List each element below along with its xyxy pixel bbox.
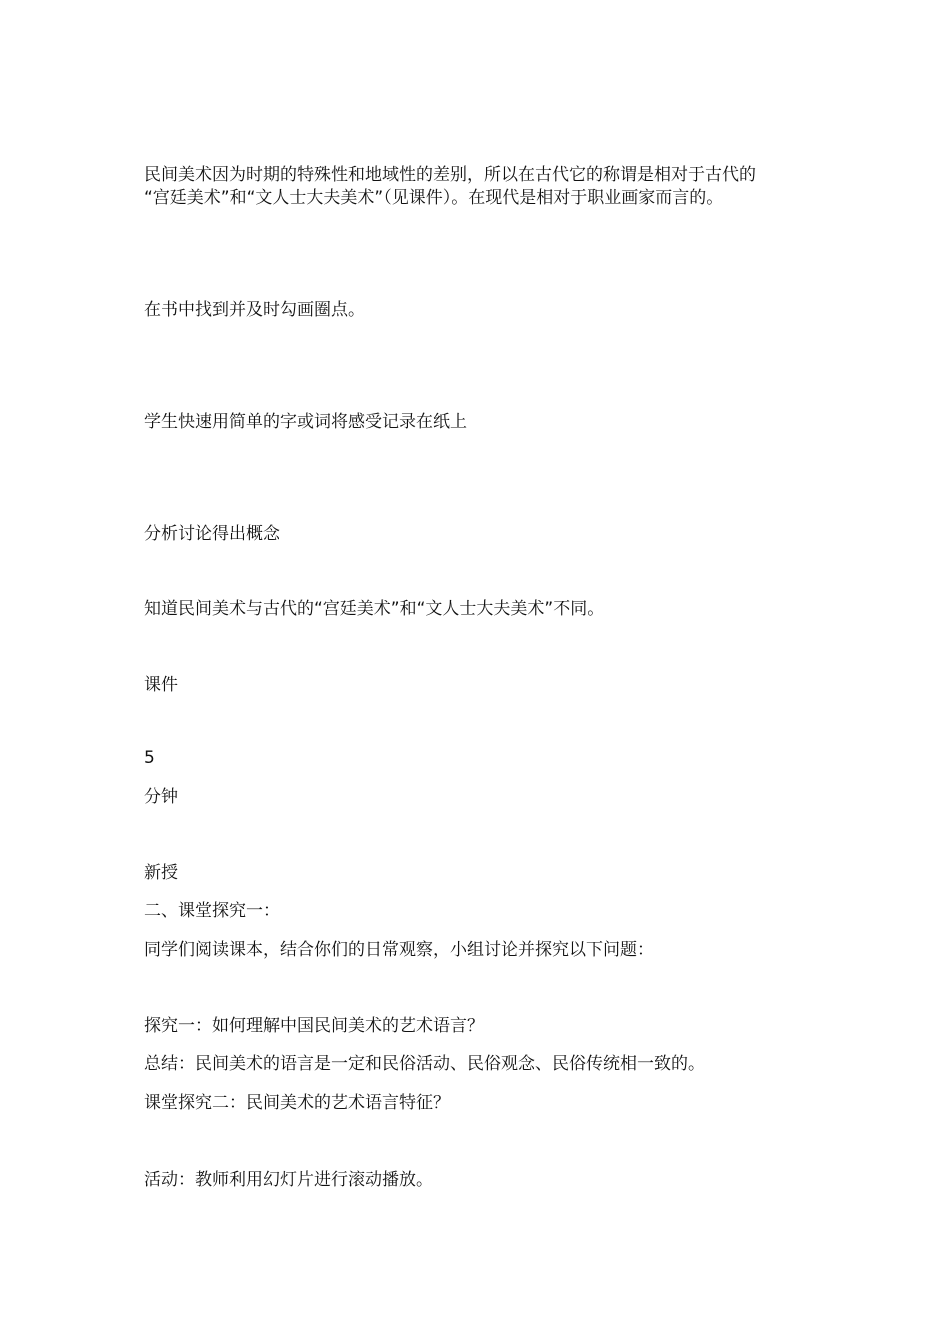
question-inquiry-one: 探究一：如何理解中国民间美术的艺术语言？ [144, 1016, 484, 1036]
duration-unit: 分钟 [144, 787, 178, 807]
question-inquiry-two: 课堂探究二：民间美术的艺术语言特征？ [144, 1093, 450, 1113]
instruction-find-in-book: 在书中找到并及时勾画圈点。 [144, 300, 365, 320]
duration-number: 5 [144, 748, 155, 768]
summary-folk-art-language: 总结：民间美术的语言是一定和民俗活动、民俗观念、民俗传统相一致的。 [144, 1054, 705, 1074]
label-courseware: 课件 [144, 675, 178, 695]
instruction-student-record: 学生快速用简单的字或词将感受记录在纸上 [144, 412, 467, 432]
instruction-reading: 同学们阅读课本，结合你们的日常观察，小组讨论并探究以下问题： [144, 940, 654, 960]
instruction-analyze-discuss: 分析讨论得出概念 [144, 524, 280, 544]
activity-slideshow: 活动：教师利用幻灯片进行滚动播放。 [144, 1170, 433, 1190]
objective-know-difference: 知道民间美术与古代的“宫廷美术”和“文人士大夫美术”不同。 [144, 599, 605, 619]
section-new-lesson: 新授 [144, 863, 178, 883]
paragraph-folk-art-definition-line-1: 民间美术因为时期的特殊性和地域性的差别，所以在古代它的称谓是相对于古代的 [144, 165, 756, 185]
heading-class-inquiry-one: 二、课堂探究一： [144, 901, 280, 921]
paragraph-folk-art-definition-line-2: “宫廷美术”和“文人士大夫美术”（见课件）。在现代是相对于职业画家而言的。 [144, 188, 724, 208]
